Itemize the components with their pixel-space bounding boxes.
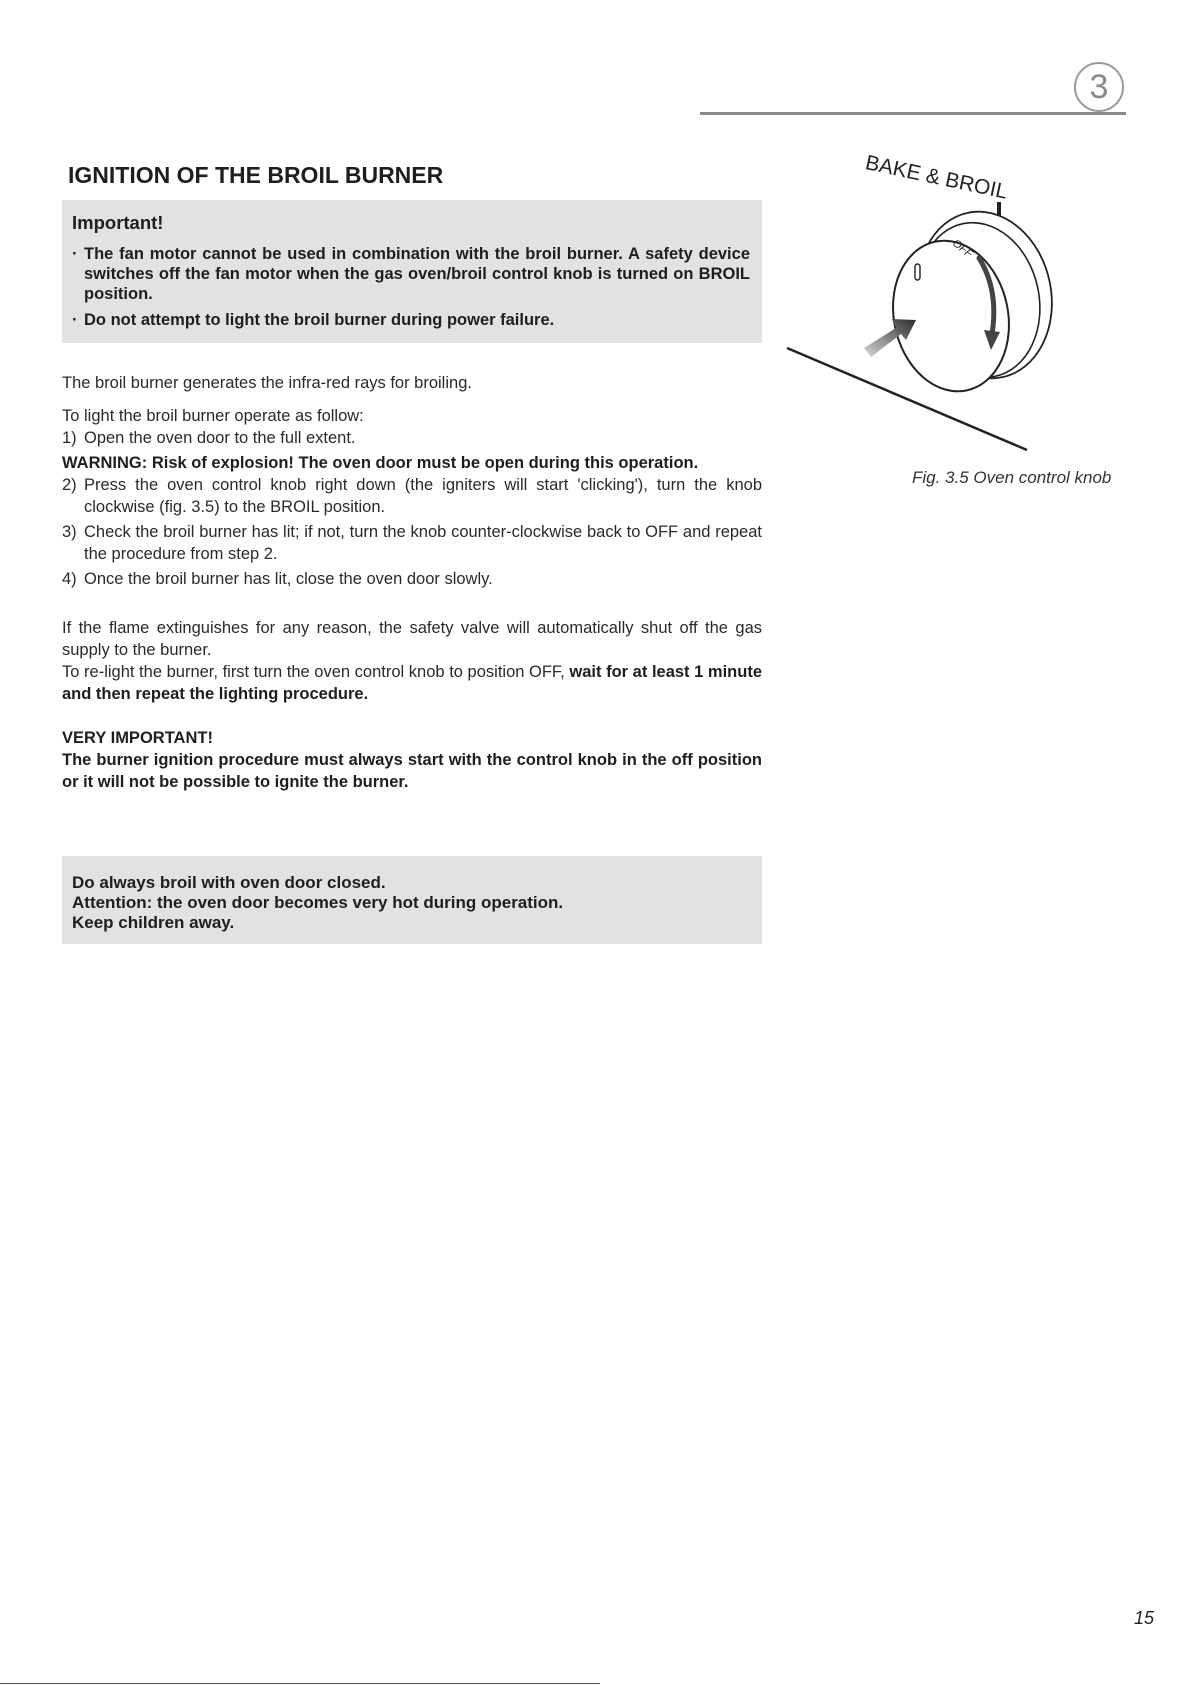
step-text: Open the oven door to the full extent.	[84, 429, 356, 447]
step-item	[62, 474, 762, 518]
step-text: Check the broil burner has lit; if not, turn the knob counter-clockwise back to OFF and repeat the procedure from step 2.	[84, 523, 762, 563]
svg-text:OFF: OFF	[950, 237, 975, 261]
figure-caption: Fig. 3.5 Oven control knob	[912, 468, 1112, 487]
very-important-text: The burner ignition procedure must always start with the control knob in the off position or it will not be possible to ignite the burner.	[62, 751, 762, 791]
important-heading: Important!	[72, 212, 164, 233]
instructions-body	[62, 372, 762, 793]
relight-paragraph	[62, 661, 762, 705]
chapter-header-rule	[700, 112, 1126, 115]
svg-text:BAKE & BROIL: BAKE & BROIL	[863, 151, 1010, 204]
important-notice-box	[62, 200, 762, 343]
lead-paragraph: To light the broil burner operate as follow:	[62, 407, 364, 425]
step-number: 1)	[62, 429, 77, 447]
bullet-marker: ·	[72, 245, 78, 263]
step-item	[62, 427, 762, 449]
intro-paragraph: The broil burner generates the infra-red rays for broiling.	[62, 374, 472, 392]
bake-broil-label	[863, 151, 1009, 204]
section-title: IGNITION OF THE BROIL BURNER	[68, 162, 444, 188]
step-number: 4)	[62, 570, 77, 588]
step-item	[62, 521, 762, 565]
relight-text: To re-light the burner, first turn the oven control knob to position OFF,	[62, 663, 565, 681]
relight-bold-text: wait for at least 1 minute and then repeat the lighting procedure.	[62, 663, 763, 703]
important-item-text: Do not attempt to light the broil burner during power failure.	[84, 311, 555, 329]
important-item-text: The fan motor cannot be used in combination with the broil burner. A safety device switches off the fan motor when the gas oven/broil control knob is turned on BROIL position.	[84, 245, 750, 303]
bullet-marker: ·	[72, 311, 78, 329]
step-text: Press the oven control knob right down (the igniters will start 'clicking'), turn the knob clockwise (fig. 3.5) to the BROIL position.	[84, 476, 762, 516]
step-number: 2)	[62, 476, 77, 494]
page-number: 15	[1134, 1608, 1155, 1628]
notice-line: Do always broil with oven door closed.	[72, 873, 386, 892]
flame-paragraph: If the flame extinguishes for any reason, the safety valve will automatically shut off the gas supply to the burner.	[62, 619, 762, 659]
footer-rule	[0, 1683, 600, 1684]
step-text: Once the broil burner has lit, close the oven door slowly.	[84, 570, 493, 588]
explosion-warning: WARNING: Risk of explosion! The oven door must be open during this operation.	[62, 454, 699, 472]
important-item	[72, 310, 750, 330]
notice-line: Keep children away.	[72, 913, 235, 932]
step-item	[62, 568, 762, 590]
very-important-heading: VERY IMPORTANT!	[62, 729, 213, 747]
step-number: 3)	[62, 523, 77, 541]
notice-line: Attention: the oven door becomes very hot during operation.	[72, 893, 564, 912]
oven-control-knob-figure	[785, 150, 1130, 455]
closed-door-notice-box	[62, 856, 762, 944]
important-item	[72, 244, 750, 304]
chapter-number-badge: 3	[1074, 62, 1124, 112]
